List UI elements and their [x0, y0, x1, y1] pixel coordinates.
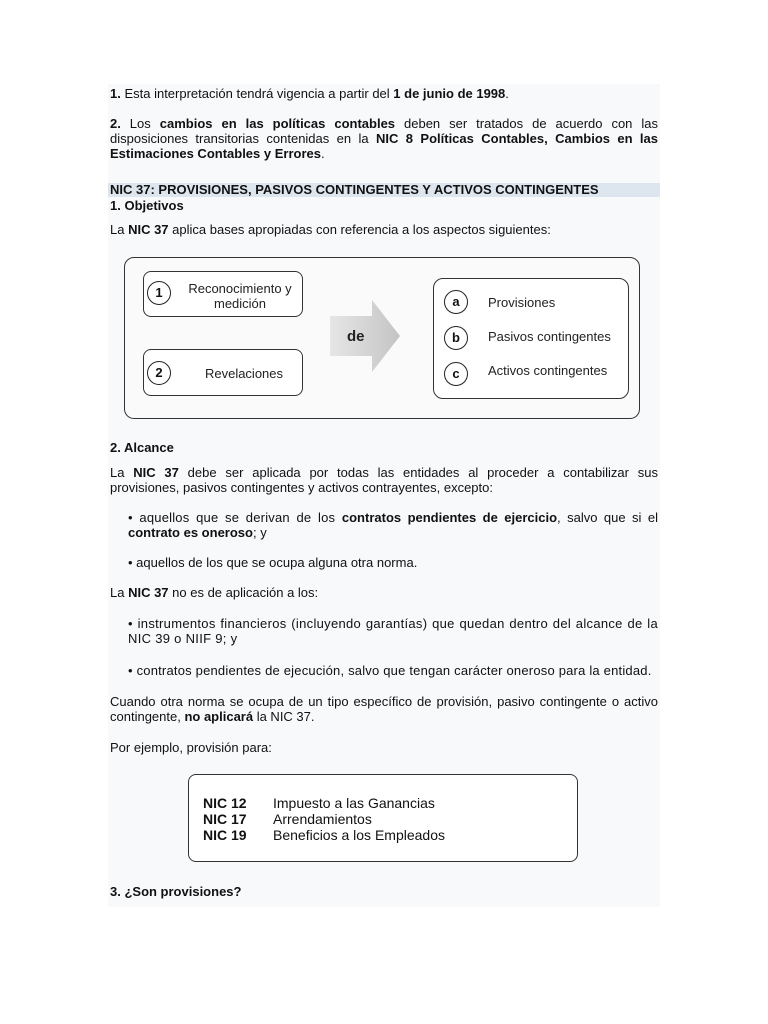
- document-page: [108, 84, 660, 907]
- label-reconocimiento-line2: medición: [213, 296, 267, 311]
- label-pasivos-contingentes: Pasivos contingentes: [488, 329, 611, 344]
- label-activos-contingentes: Activos contingentes: [488, 363, 608, 378]
- objetivos-text2: aplica bases apropiadas con referencia a los aspectos siguientes:: [168, 222, 551, 237]
- label-reconocimiento-line1: Reconocimiento y: [188, 281, 292, 296]
- para2-end: .: [320, 146, 325, 161]
- box-right-list: [433, 278, 629, 399]
- para2-bold1: cambios en las políticas contables: [159, 116, 396, 131]
- bullet-contratos-ejecucion: • contratos pendientes de ejecución, salvo que tengan carácter oneroso para la entidad.: [128, 663, 652, 678]
- otra-norma-bold: no aplicará: [184, 709, 254, 724]
- alcance-bold: NIC 37: [133, 465, 179, 480]
- bullet1-text3: ; y: [252, 525, 267, 540]
- para1-date: 1 de junio de 1998: [393, 86, 506, 101]
- bullet1-bold1: contratos pendientes de ejercicio: [341, 510, 558, 525]
- otra-norma-text1: Cuando otra norma se ocupa de un tipo específico de provisión, pasivo contingente o activo contingente,: [110, 694, 658, 724]
- no-aplica-text2: no es de aplicación a los:: [168, 585, 319, 600]
- box-reconocimiento: [143, 271, 303, 317]
- nic17-row: [203, 811, 372, 827]
- diagram-nic37-aspects: [124, 257, 640, 419]
- section-title: NIC 37: PROVISIONES, PASIVOS CONTINGENTES Y ACTIVOS CONTINGENTES: [108, 183, 660, 197]
- nic19-code: NIC 19: [203, 827, 247, 843]
- label-revelaciones: Revelaciones: [204, 366, 284, 381]
- arrow-right-icon: [330, 300, 400, 372]
- paragraph-no-aplica: [110, 585, 658, 600]
- para2-text2: deben ser tratados de acuerdo con las disposiciones transitorias contenidas en la: [110, 116, 659, 146]
- bullet1-text2: , salvo que si el: [557, 510, 658, 525]
- nic12-code: NIC 12: [203, 795, 247, 811]
- heading-alcance: 2. Alcance: [110, 440, 174, 455]
- para2-bold2: NIC 8 Políticas Contables, Cambios en las Estimaciones Contables y Errores: [110, 131, 659, 161]
- heading-son-provisiones: 3. ¿Son provisiones?: [110, 884, 242, 899]
- alcance-text2: debe ser aplicada por todas las entidades al proceder a contabilizar sus provisiones, pasivos contingentes y activos contrayentes, excepto:: [110, 465, 658, 495]
- paragraph-cambios: [110, 116, 658, 161]
- para1-end: .: [505, 86, 509, 101]
- letter-circle-b: b: [444, 326, 468, 350]
- label-reconocimiento: [178, 281, 302, 311]
- paragraph-vigencia: [110, 86, 658, 101]
- arrow-label-de: de: [347, 328, 365, 345]
- paragraph-ejemplo: Por ejemplo, provisión para:: [110, 740, 272, 755]
- number-circle-2: 2: [147, 361, 171, 385]
- bullet-otra-norma: • aquellos de los que se ocupa alguna otra norma.: [128, 555, 418, 570]
- para2-number: 2.: [110, 116, 121, 131]
- paragraph-otra-norma: [110, 694, 658, 724]
- label-provisiones: Provisiones: [488, 295, 556, 310]
- bullet-contratos-pendientes: [128, 510, 658, 540]
- nic19-row: [203, 827, 445, 843]
- nic17-code: NIC 17: [203, 811, 247, 827]
- bullet-instrumentos: • instrumentos financieros (incluyendo garantías) que quedan dentro del alcance de la NIC 39 o NIIF 9; y: [128, 616, 658, 646]
- paragraph-objetivos: [110, 222, 658, 237]
- number-circle-1: 1: [147, 281, 171, 305]
- objetivos-text1: La: [110, 222, 129, 237]
- nic12-row: [203, 795, 435, 811]
- bullet1-text1: • aquellos que se derivan de los: [128, 510, 342, 525]
- heading-objetivos: 1. Objetivos: [110, 198, 184, 213]
- para1-number: 1.: [110, 86, 121, 101]
- objetivos-bold: NIC 37: [128, 222, 169, 237]
- alcance-text1: La: [110, 465, 134, 480]
- no-aplica-text1: La: [110, 585, 129, 600]
- nic12-label: Impuesto a las Ganancias: [273, 795, 435, 811]
- no-aplica-bold: NIC 37: [128, 585, 169, 600]
- diagram-nic-examples: [188, 774, 578, 862]
- nic17-label: Arrendamientos: [273, 811, 372, 827]
- para1-text: Esta interpretación tendrá vigencia a partir del: [120, 86, 394, 101]
- para2-text1: Los: [120, 116, 160, 131]
- nic19-label: Beneficios a los Empleados: [273, 827, 445, 843]
- letter-circle-c: c: [444, 362, 468, 386]
- letter-circle-a: a: [444, 290, 468, 314]
- box-revelaciones: [143, 349, 303, 396]
- bullet1-bold2: contrato es oneroso: [128, 525, 253, 540]
- paragraph-alcance: [110, 465, 658, 495]
- otra-norma-text2: la NIC 37.: [253, 709, 315, 724]
